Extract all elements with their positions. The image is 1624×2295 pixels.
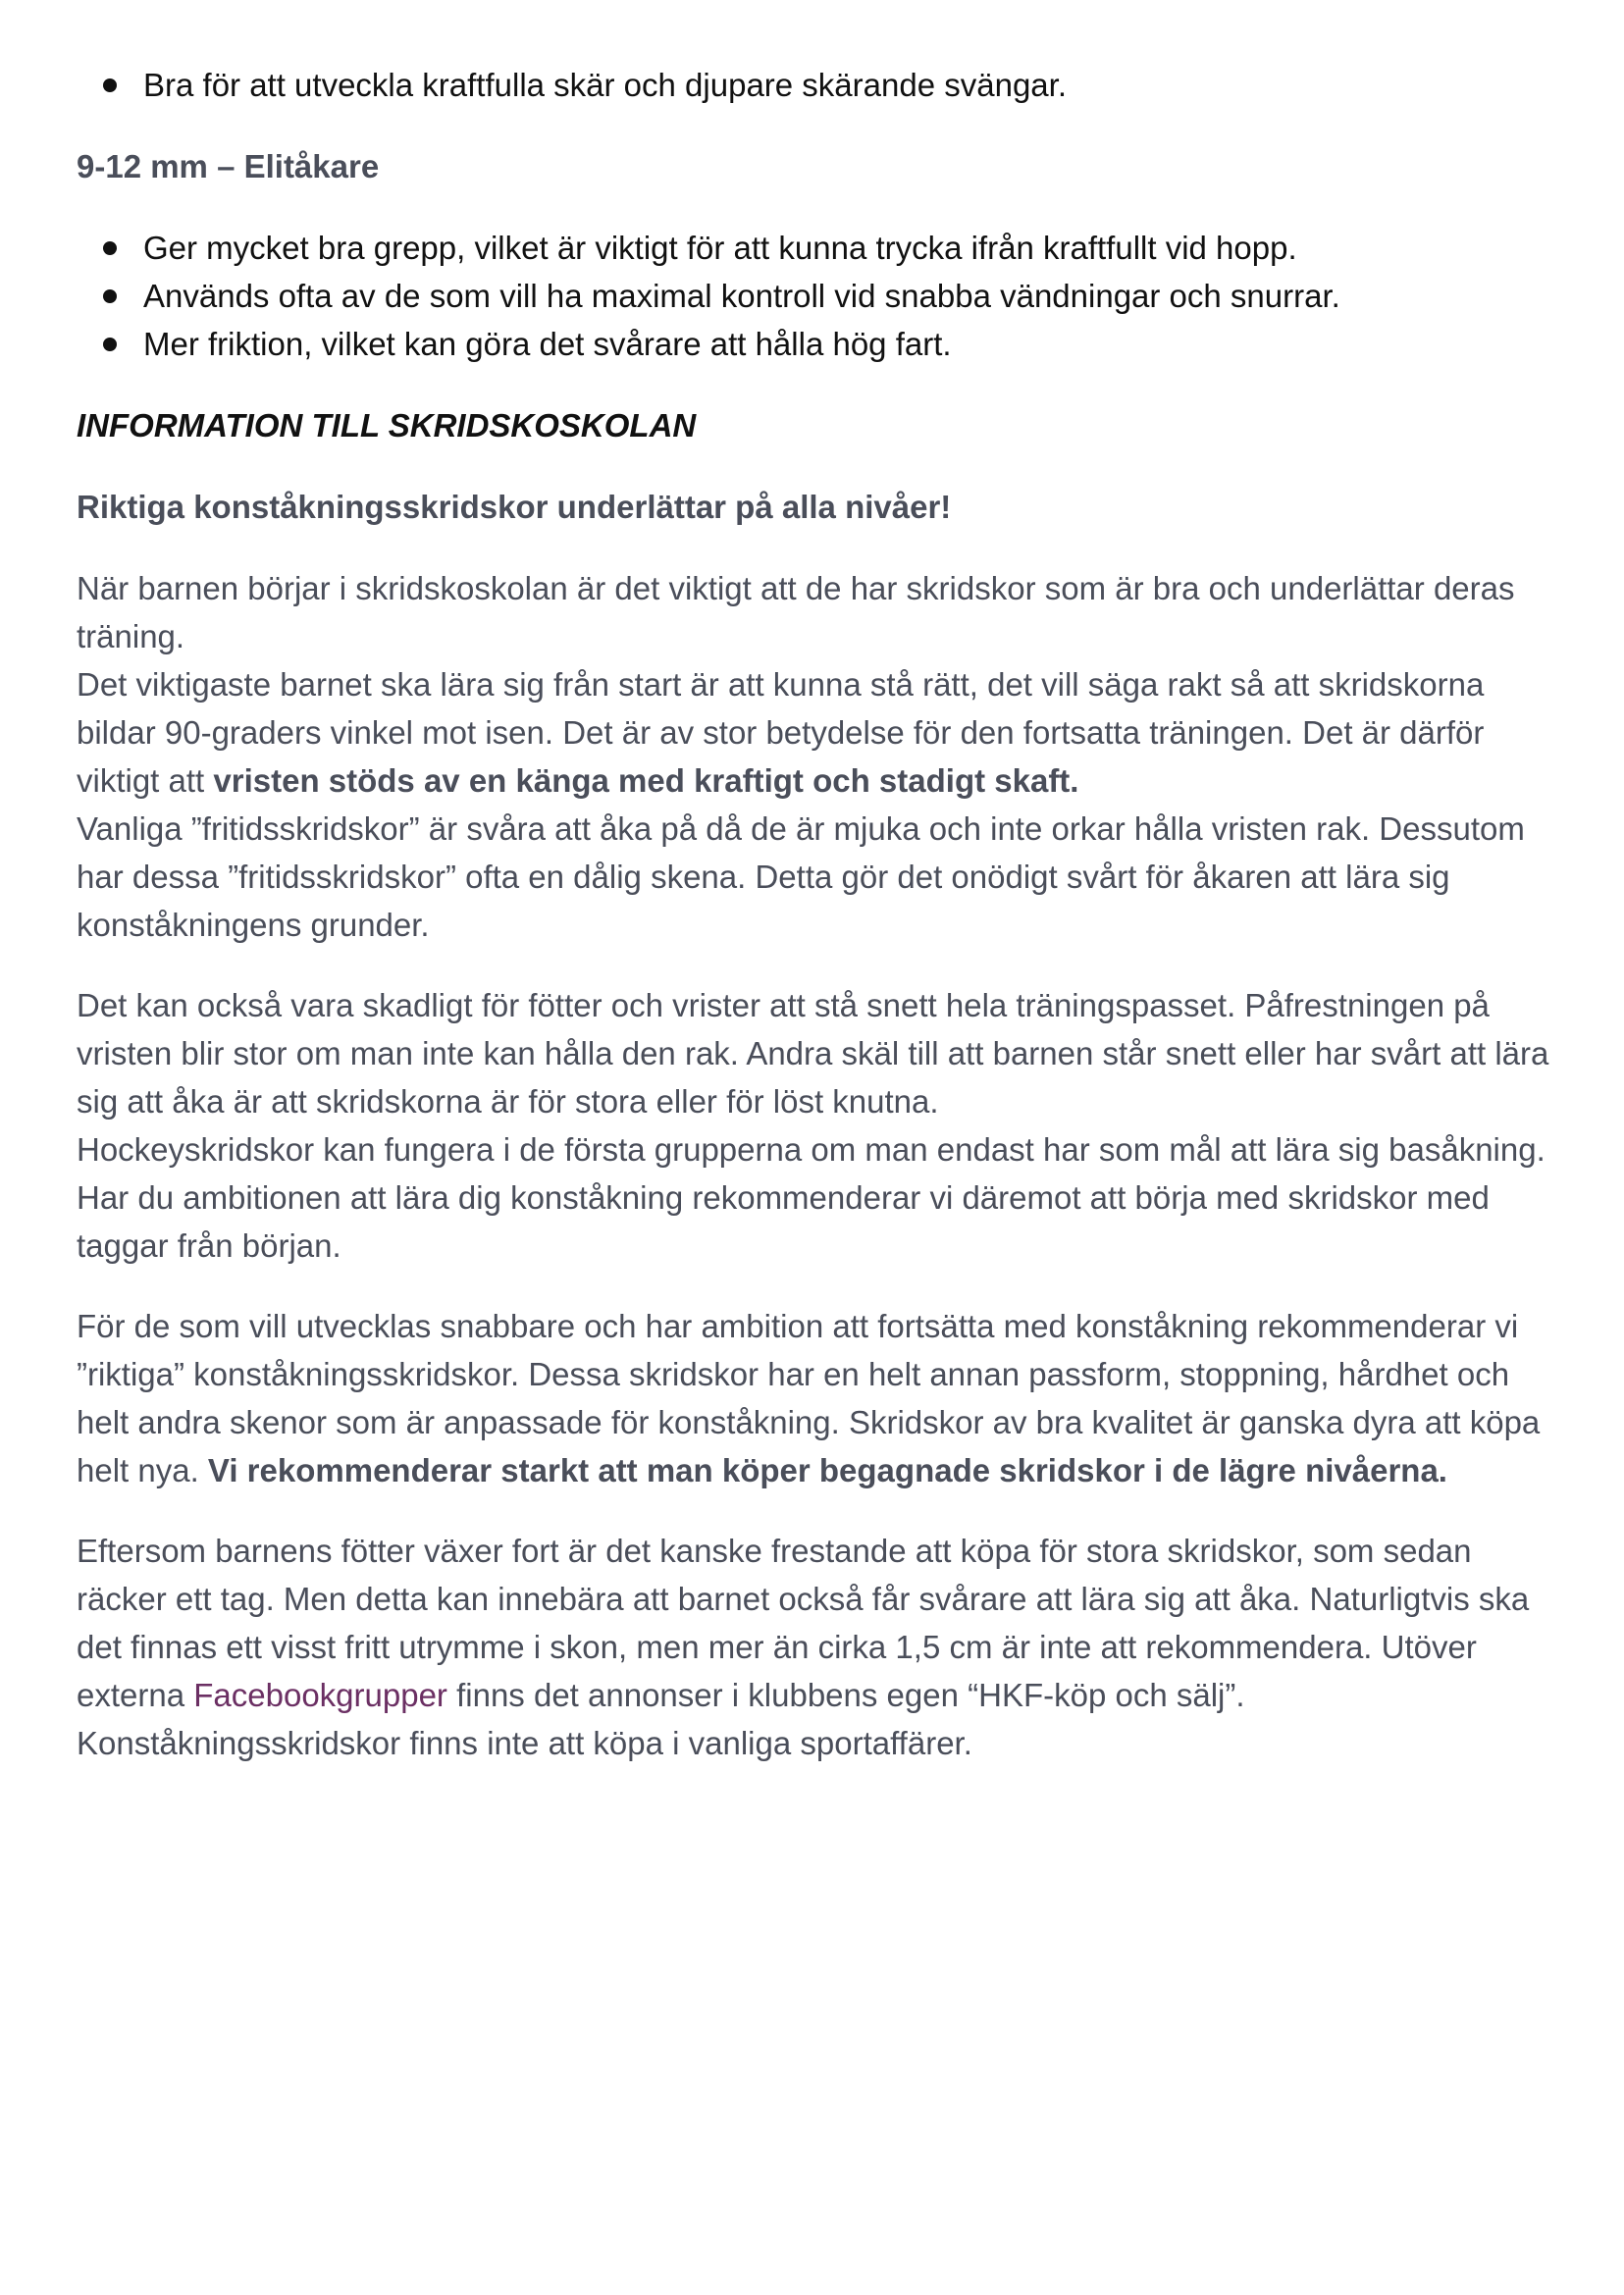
paragraph-text-span: finns det annonser i klubbens egen “HKF-köp och sälj”. Konståkningsskridskor finns inte att köpa i vanliga sportaffärer. <box>77 1677 1245 1761</box>
paragraph-3 <box>77 1302 1560 1494</box>
bullet-icon <box>103 289 117 303</box>
bullet-icon <box>103 78 117 92</box>
bold-emphasis: Vi rekommenderar starkt att man köper begagnade skridskor i de lägre nivåerna. <box>207 1452 1447 1488</box>
paragraph-text: Det kan också vara skadligt för fötter och vrister att stå snett hela träningspasset. Påfrestningen på vristen blir stor om man inte kan hålla den rak. Andra skäl till att barnen står snett eller har svårt att lära sig att åka är att skridskorna är för stora eller för löst knutna. <box>77 987 1549 1120</box>
paragraph-text-span: För de som vill utvecklas snabbare och har ambition att fortsätta med konståkning rekommenderar vi ”riktiga” konståkningsskridskor. Dessa skridskor har en helt annan passform, stoppning, hårdhet och helt andra skenor som är anpassade för konståkning. Skridskor av bra kvalitet är ganska dyra att köpa helt nya. <box>77 1308 1541 1488</box>
bullet-list-1 <box>77 61 1560 109</box>
paragraph-text: Hockeyskridskor kan fungera i de första grupperna om man endast har som mål att lära sig basåkning. Har du ambitionen att lära dig konståkning rekommenderar vi däremot att börja med skridskor med taggar från början. <box>77 1131 1545 1264</box>
facebook-groups-link[interactable]: Facebookgrupper <box>193 1677 447 1713</box>
list-item <box>77 272 1560 320</box>
elite-heading: 9-12 mm – Elitåkare <box>77 148 380 184</box>
paragraph-1 <box>77 564 1560 949</box>
paragraph-text <box>77 1527 1560 1767</box>
list-item-text: Bra för att utveckla kraftfulla skär och djupare skärande svängar. <box>143 67 1067 103</box>
paragraph-text-span: Det viktigaste barnet ska lära sig från start är att kunna stå rätt, det vill säga rakt så att skridskorna bildar 90-graders vinkel mot isen. Det är av stor betydelse för den fortsatta träningen. Det är därför viktigt att <box>77 666 1485 799</box>
list-item <box>77 320 1560 368</box>
list-item <box>77 61 1560 109</box>
bullet-list-2 <box>77 224 1560 368</box>
bullet-icon <box>103 241 117 255</box>
paragraph-text <box>77 660 1560 805</box>
paragraph-text-span: Eftersom barnens fötter växer fort är det kanske frestande att köpa för stora skridskor, som sedan räcker ett tag. Men detta kan innebära att barnet också får svårare att lära sig att åka. Naturligtvis ska det finnas ett visst fritt utrymme i skon, men mer än cirka 1,5 cm är inte att rekommendera. Utöver externa <box>77 1533 1530 1713</box>
section-subtitle: Riktiga konståkningsskridskor underlättar på alla nivåer! <box>77 489 952 525</box>
paragraph-2 <box>77 981 1560 1270</box>
paragraph-4 <box>77 1527 1560 1767</box>
list-item-text: Mer friktion, vilket kan göra det svårare att hålla hög fart. <box>143 326 952 362</box>
list-item-text: Ger mycket bra grepp, vilket är viktigt för att kunna trycka ifrån kraftfullt vid hopp. <box>143 230 1297 266</box>
list-item-text: Används ofta av de som vill ha maximal kontroll vid snabba vändningar och snurrar. <box>143 278 1340 314</box>
section-title: INFORMATION TILL SKRIDSKOSKOLAN <box>77 407 697 443</box>
document-page <box>77 61 1560 1767</box>
bullet-icon <box>103 338 117 351</box>
paragraph-text: Vanliga ”fritidsskridskor” är svåra att åka på då de är mjuka och inte orkar hålla vristen rak. Dessutom har dessa ”fritidsskridskor” ofta en dålig skena. Detta gör det onödigt svårt för åkaren att lära sig konståkningens grunder. <box>77 810 1525 943</box>
list-item <box>77 224 1560 272</box>
bold-emphasis: vristen stöds av en känga med kraftigt och stadigt skaft. <box>213 762 1079 799</box>
paragraph-text: När barnen börjar i skridskoskolan är det viktigt att de har skridskor som är bra och underlättar deras träning. <box>77 570 1515 654</box>
paragraph-text <box>77 1302 1560 1494</box>
